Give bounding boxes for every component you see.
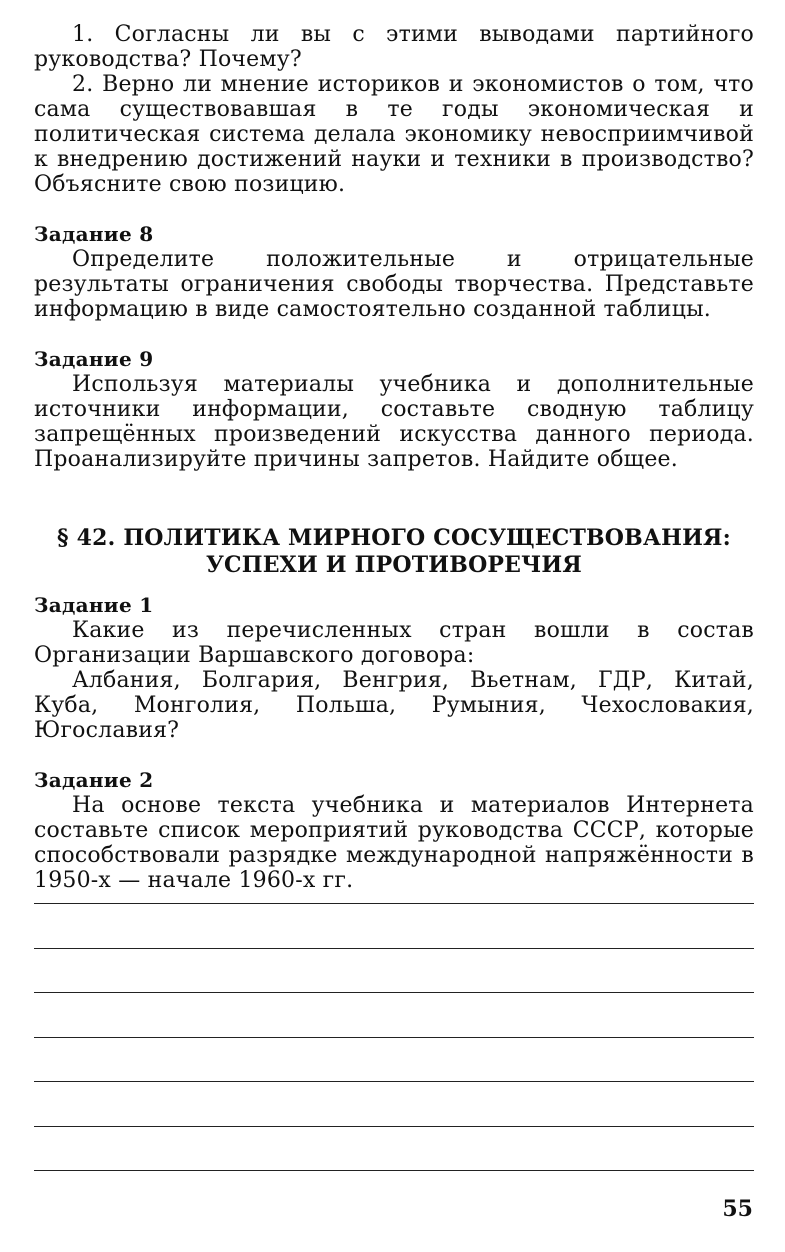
- answer-line[interactable]: [34, 948, 754, 949]
- section-task-1-heading: Задание 1: [34, 593, 154, 617]
- section-task-1-text: Какие из перечисленных стран вошли в состав Организации Варшавского договора:: [34, 618, 754, 668]
- section-title-line-1: § 42. ПОЛИТИКА МИРНОГО СОСУЩЕСТВОВАНИЯ:: [57, 525, 731, 551]
- answer-line[interactable]: [34, 992, 754, 993]
- task-8-heading: Задание 8: [34, 222, 154, 246]
- answer-line[interactable]: [34, 1081, 754, 1082]
- answer-lines[interactable]: [34, 903, 754, 1215]
- intro-question-1: 1. Согласны ли вы с этими выводами партийного руководства? Почему?: [34, 22, 754, 72]
- intro-question-2: 2. Верно ли мнение историков и экономистов о том, что сама существовавшая в те годы экономическая и политическая система делала экономику невосприимчивой к внедрению достижений науки и техники в производство? Объясните свою позицию.: [34, 72, 754, 197]
- task-9-text: Используя материалы учебника и дополнительные источники информации, составьте сводную таблицу запрещённых произведений искусства данного периода. Проанализируйте причины запретов. Найдите общее.: [34, 372, 754, 472]
- section-task-2-text: На основе текста учебника и материалов Интернета составьте список мероприятий руководства СССР, которые способствовали разрядке международной напряжённости в 1950-х — начале 1960-х гг.: [34, 793, 754, 893]
- page-number: 55: [722, 1196, 753, 1222]
- answer-line[interactable]: [34, 1037, 754, 1038]
- answer-line[interactable]: [34, 1170, 754, 1171]
- answer-line[interactable]: [34, 1126, 754, 1127]
- section-task-1-countries: Албания, Болгария, Венгрия, Вьетнам, ГДР, Китай, Куба, Монголия, Польша, Румыния, Чехословакия, Югославия?: [34, 668, 754, 743]
- answer-line[interactable]: [34, 903, 754, 904]
- section-title-line-2: УСПЕХИ И ПРОТИВОРЕЧИЯ: [205, 552, 583, 578]
- page-content: [34, 22, 754, 893]
- task-8-text: Определите положительные и отрицательные результаты ограничения свободы творчества. Представьте информацию в виде самостоятельно созданной таблицы.: [34, 247, 754, 322]
- section-task-2-heading: Задание 2: [34, 768, 154, 792]
- section-title: [34, 525, 754, 579]
- task-9-heading: Задание 9: [34, 347, 154, 371]
